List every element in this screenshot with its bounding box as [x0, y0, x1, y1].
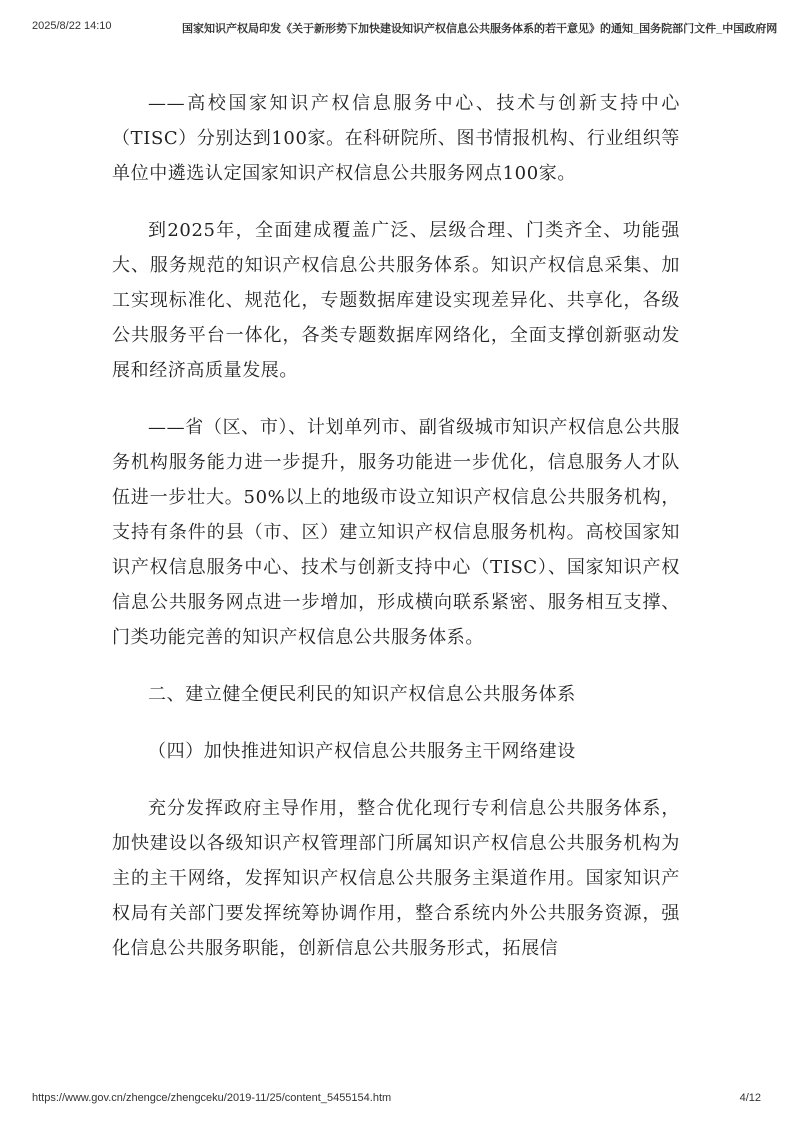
- print-header: [32, 20, 778, 36]
- source-url: https://www.gov.cn/zhengce/zhengceku/2019-11/25/content_5455154.htm: [32, 1092, 392, 1104]
- paragraph-2025-goals: 到2025年，全面建成覆盖广泛、层级合理、门类齐全、功能强大、服务规范的知识产权信息公共服务体系。知识产权信息采集、加工实现标准化、规范化，专题数据库建设实现差异化、共享化，各级公共服务平台一体化，各类专题数据库网络化，全面支撑创新驱动发展和经济高质量发展。: [112, 220, 680, 381]
- paragraph-backbone-network: 充分发挥政府主导作用，整合优化现行专利信息公共服务体系，加快建设以各级知识产权管理部门所属知识产权信息公共服务机构为主的主干网络，发挥知识产权信息公共服务主渠道作用。国家知识产权局有关部门要发挥统筹协调作用，整合系统内外公共服务资源，强化信息公共服务职能，创新信息公共服务形式，拓展信: [112, 798, 680, 959]
- print-timestamp: 2025/8/22 14:10: [32, 20, 112, 32]
- document-body: [112, 86, 680, 988]
- subsection-heading: （四）加快推进知识产权信息公共服务主干网络建设: [148, 741, 576, 762]
- paragraph-provincial-capacity: ——省（区、市）、计划单列市、副省级城市知识产权信息公共服务机构服务能力进一步提升，服务功能进一步优化，信息服务人才队伍进一步壮大。50%以上的地级市设立知识产权信息公共服务机构，支持有条件的县（市、区）建立知识产权信息服务机构。高校国家知识产权信息服务中心、技术与创新支持中心（TISC）、国家知识产权信息公共服务网点进一步增加，形成横向联系紧密、服务相互支撑、门类功能完善的知识产权信息公共服务体系。: [112, 417, 680, 648]
- page-number: 4/12: [739, 1092, 761, 1104]
- section-heading: 二、建立健全便民利民的知识产权信息公共服务体系: [148, 684, 576, 705]
- print-footer: [32, 1092, 761, 1108]
- paragraph-tisc-targets: ——高校国家知识产权信息服务中心、技术与创新支持中心（TISC）分别达到100家。在科研院所、图书情报机构、行业组织等单位中遴选认定国家知识产权信息公共服务网点100家。: [112, 93, 680, 184]
- page-title: 国家知识产权局印发《关于新形势下加快建设知识产权信息公共服务体系的若干意见》的通知_国务院部门文件_中国政府网: [182, 23, 778, 35]
